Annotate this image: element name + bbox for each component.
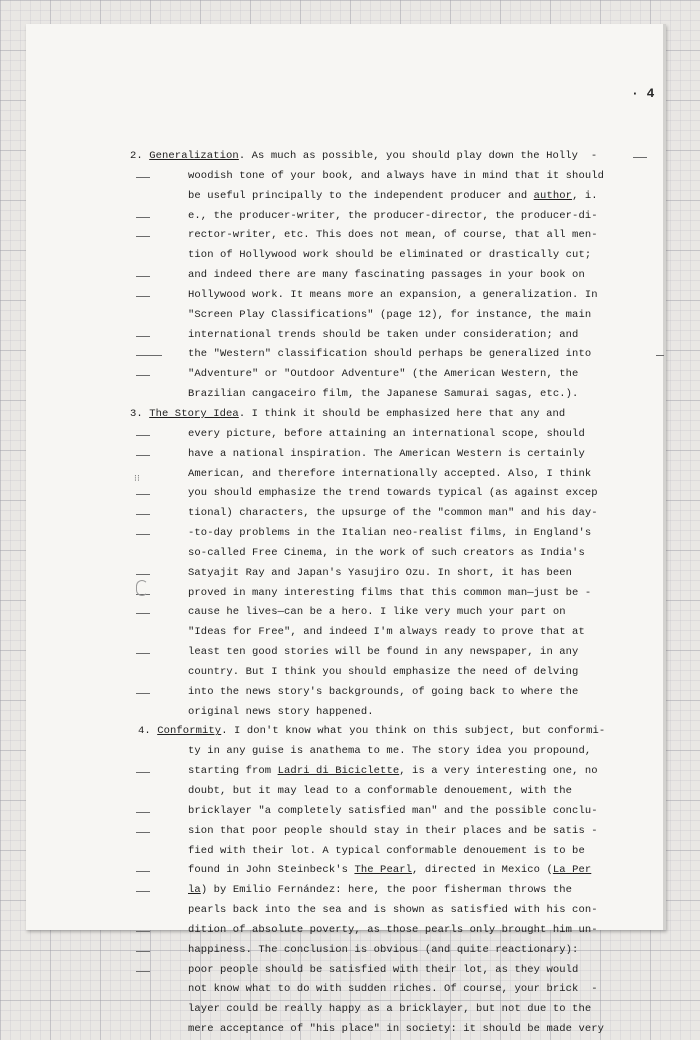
text-line: Satyajit Ray and Japan's Yasujiro Ozu. In short, it has been: [26, 564, 666, 584]
page-number: · 4: [631, 86, 655, 101]
margin-mark: [136, 236, 150, 237]
margin-mark: [633, 157, 647, 158]
text-line: poor people should be satisfied with their lot, as they would: [26, 961, 666, 981]
section-heading-generalization: Generalization: [149, 150, 239, 162]
section-heading-line: 4. Conformity. I don't know what you think on this subject, but conformi-: [138, 725, 606, 738]
text-line: fied with their lot. A typical conformable denouement is to be: [188, 844, 585, 857]
text-line: [26, 405, 666, 425]
section-heading-line: 3. The Story Idea. I think it should be emphasized here that any and: [130, 407, 566, 420]
text-line: every picture, before attaining an international scope, should: [26, 425, 666, 445]
text-line: e., the producer-writer, the producer-director, the producer-di-: [26, 207, 666, 227]
text-line: pearls back into the sea and is shown as satisfied with his con-: [188, 904, 598, 917]
text-line: proved in many interesting films that this common man—just be -: [26, 584, 666, 604]
margin-mark: [136, 951, 150, 952]
text-line: and indeed there are many fascinating passages in your book on: [26, 266, 666, 286]
text-line: least ten good stories will be found in any newspaper, in any: [26, 643, 666, 663]
margin-mark: [136, 931, 150, 932]
margin-mark: [136, 871, 150, 872]
text-line: sion that poor people should stay in their places and be satis -: [26, 822, 666, 842]
text-line: tional) characters, the upsurge of the "common man" and his day-: [26, 504, 666, 524]
text-line: [26, 147, 666, 167]
text-line: country. But I think you should emphasize the need of delving: [188, 665, 579, 678]
margin-mark: [656, 355, 664, 356]
tick-mark-icon: ⁝⁝: [134, 473, 140, 484]
text-line: -to-day problems in the Italian neo-realist films, in England's: [26, 524, 666, 544]
text-line: layer could be really happy as a bricklayer, but not due to the: [188, 1003, 592, 1016]
film-title-la-perla-cont: la: [188, 884, 201, 897]
pencil-curl-mark-icon: [136, 580, 148, 596]
margin-mark: [136, 534, 150, 535]
typewritten-page: [26, 24, 666, 1036]
margin-mark: [136, 832, 150, 833]
text-line: not know what to do with sudden riches. Of course, your brick -: [188, 983, 598, 996]
margin-mark: [136, 772, 150, 773]
text-line: doubt, but it may lead to a conformable denouement, with the: [188, 785, 573, 797]
page-number-value: 4: [646, 86, 655, 101]
text-line: original news story happened.: [188, 705, 374, 718]
margin-mark: [136, 355, 162, 356]
text-line: you should emphasize the trend towards typical (as against excep: [26, 484, 666, 504]
book-title-the-pearl: The Pearl: [354, 864, 413, 877]
margin-mark: [136, 891, 150, 892]
text-line: happiness. The conclusion is obvious (and quite reactionary):: [26, 941, 666, 961]
margin-mark: [136, 435, 150, 436]
margin-mark: [136, 217, 150, 218]
underlined-word: author: [533, 189, 573, 202]
document-body: [26, 147, 666, 1040]
text-line: dition of absolute poverty, as those pearls only brought him un-: [26, 921, 666, 941]
text-line: cause he lives—can be a hero. I like very much your part on: [26, 603, 666, 623]
margin-mark: [136, 276, 150, 277]
text-line: have a national inspiration. The American Western is certainly: [26, 445, 666, 465]
film-title-la-perla: La Per: [552, 864, 592, 877]
section-heading-conformity: Conformity: [157, 725, 222, 738]
text-line: "Screen Play Classifications" (page 12), for instance, the main: [188, 308, 592, 321]
text-line: [26, 722, 666, 742]
section-heading-line: 2. Generalization. As much as possible, you should play down the Holly -: [130, 150, 598, 162]
text-line: starting from Ladri di Biciclette, is a very interesting one, no: [26, 762, 666, 782]
text-line: found in John Steinbeck's The Pearl, directed in Mexico (La Per: [26, 861, 666, 881]
text-line: la) by Emilio Fernández: here, the poor fisherman throws the: [26, 881, 666, 901]
text-line: mere acceptance of "his place" in society: it should be made very: [188, 1023, 605, 1036]
margin-mark: [136, 574, 150, 575]
margin-mark: [136, 812, 150, 813]
margin-mark: [136, 514, 150, 515]
margin-mark: [136, 613, 150, 614]
text-line: Hollywood work. It means more an expansion, a generalization. In: [26, 286, 666, 306]
film-title-ladri: Ladri di Biciclette: [277, 765, 400, 778]
margin-mark: [136, 971, 150, 972]
text-line: ⁝⁝ American, and therefore internationally accepted. Also, I think: [26, 465, 666, 485]
section-heading-story-idea: The Story Idea: [149, 407, 239, 420]
margin-mark: [136, 653, 150, 654]
text-line: be useful principally to the independent producer and author, i.: [188, 189, 598, 202]
text-line: woodish tone of your book, and always have in mind that it should: [26, 167, 666, 187]
text-line: rector-writer, etc. This does not mean, of course, that all men-: [26, 226, 666, 246]
margin-mark: [136, 177, 150, 178]
margin-mark: [136, 336, 150, 337]
text-line: tion of Hollywood work should be eliminated or drastically cut;: [188, 249, 592, 262]
text-line: so-called Free Cinema, in the work of such creators as India's: [188, 546, 585, 559]
text-line: ty in any guise is anathema to me. The story idea you propound,: [188, 745, 592, 758]
text-line: Brazilian cangaceiro film, the Japanese Samurai sagas, etc.).: [188, 388, 579, 401]
text-line: international trends should be taken under consideration; and: [26, 326, 666, 346]
margin-mark: [136, 375, 150, 376]
text-line: "Adventure" or "Outdoor Adventure" (the American Western, the: [26, 365, 666, 385]
text-line: into the news story's backgrounds, of going back to where the: [26, 683, 666, 703]
text-line: the "Western" classification should perhaps be generalized into: [26, 345, 666, 365]
margin-mark: [136, 296, 150, 297]
margin-mark: [136, 455, 150, 456]
margin-mark: [136, 693, 150, 694]
margin-mark: [136, 494, 150, 495]
text-line: bricklayer "a completely satisfied man" and the possible conclu-: [26, 802, 666, 822]
text-line: "Ideas for Free", and indeed I'm always ready to prove that at: [188, 626, 585, 639]
